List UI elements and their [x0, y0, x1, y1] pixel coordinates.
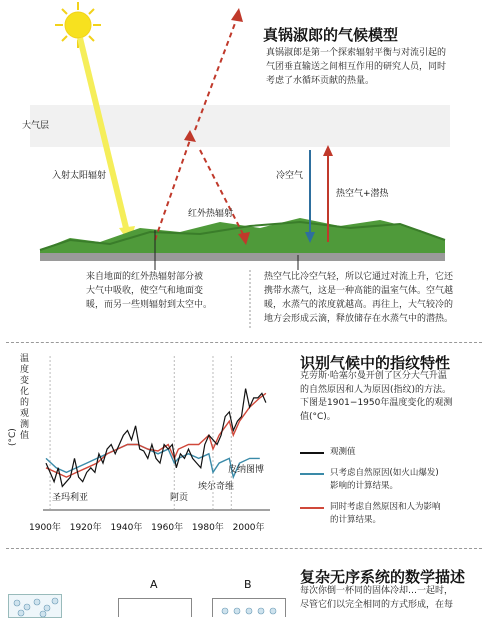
x-tick-label: 1980年: [191, 523, 224, 533]
incoming-solar-label: 入射太阳辐射: [52, 171, 107, 181]
panel-a: [118, 598, 192, 617]
annotation-agung: 阿贡: [170, 493, 189, 503]
fingerprint-intro: 克劳斯·哈塞尔曼开创了区分大气升温 的自然原因和人为原因(指纹)的方法。 下图是1901−1950年温度变化的观测 值(°C)。: [300, 371, 453, 422]
section-divider-2: [6, 548, 482, 549]
glass-particles-panel: [8, 594, 62, 618]
convection-note: 热空气比冷空气轻，所以它通过对流上升，它还 携带水蒸气，这是一种高能的温室气体。空气越 暖，水蒸气的浓度就越高。再往上，大气较冷的 地方会形成云滴，释放储存在水蒸气中的潜热。: [264, 272, 454, 324]
cold-air-label: 冷空气: [276, 171, 304, 181]
legend-item-natural: 只考虑自然原因(如火山爆发) 影响的计算结果。: [300, 467, 486, 493]
panel-label-b: B: [244, 578, 252, 591]
x-tick-label: 1960年: [151, 523, 184, 533]
legend-swatch-combined: [300, 507, 324, 509]
atmosphere-label: 大气层: [22, 121, 50, 131]
atmosphere-band: [30, 105, 450, 147]
legend-item-observed: 观测值: [300, 446, 486, 459]
climate-model-intro: 真锅淑郎是第一个探索辐射平衡与对流引起的 气团垂直输送之间相互作用的研究人员，同时 考虑了水循环贡献的热量。: [266, 48, 447, 86]
fingerprint-title: 识别气候中的指纹特性: [300, 354, 451, 372]
panel-b: [212, 598, 286, 617]
annotation-el-chichon: 埃尔奇维: [198, 482, 235, 492]
climate-model-title: 真锅淑郎的气候模型: [263, 26, 399, 44]
disordered-systems-title: 复杂无序系统的数学描述: [300, 568, 466, 586]
annotation-santa-maria: 圣玛利亚: [52, 493, 89, 503]
x-tick-label: 1920年: [69, 523, 102, 533]
disordered-systems-intro: 每次你倒一杯同的固体冷却…一起时， 尽管它们以完全相同的方式形成，在每: [300, 586, 454, 610]
chart-legend: [300, 446, 486, 527]
legend-swatch-natural: [300, 473, 324, 475]
x-tick-label: 2000年: [232, 523, 265, 533]
y-axis-unit: (°C): [8, 428, 18, 446]
panel-label-a: A: [150, 578, 158, 591]
annotation-pinatubo: 皮纳图博: [228, 465, 265, 475]
particles-icon: [9, 595, 61, 617]
x-tick-label: 1900年: [29, 523, 61, 533]
x-tick-label: 1940年: [110, 523, 143, 533]
legend-item-combined: 同时考虑自然原因和人为影响 的计算结果。: [300, 501, 486, 527]
hot-air-label: 热空气+潜热: [336, 189, 389, 199]
legend-swatch-observed: [300, 452, 324, 454]
infrared-note: 来自地面的红外热辐射部分被 大气中吸收，使空气和地面变 暖，而另一些则辐射到太空中。: [86, 272, 213, 310]
y-axis-label: 温 度 变 化 的 观 测 值: [20, 354, 30, 441]
section-divider: [6, 342, 482, 343]
infrared-label: 红外热辐射: [188, 209, 234, 219]
